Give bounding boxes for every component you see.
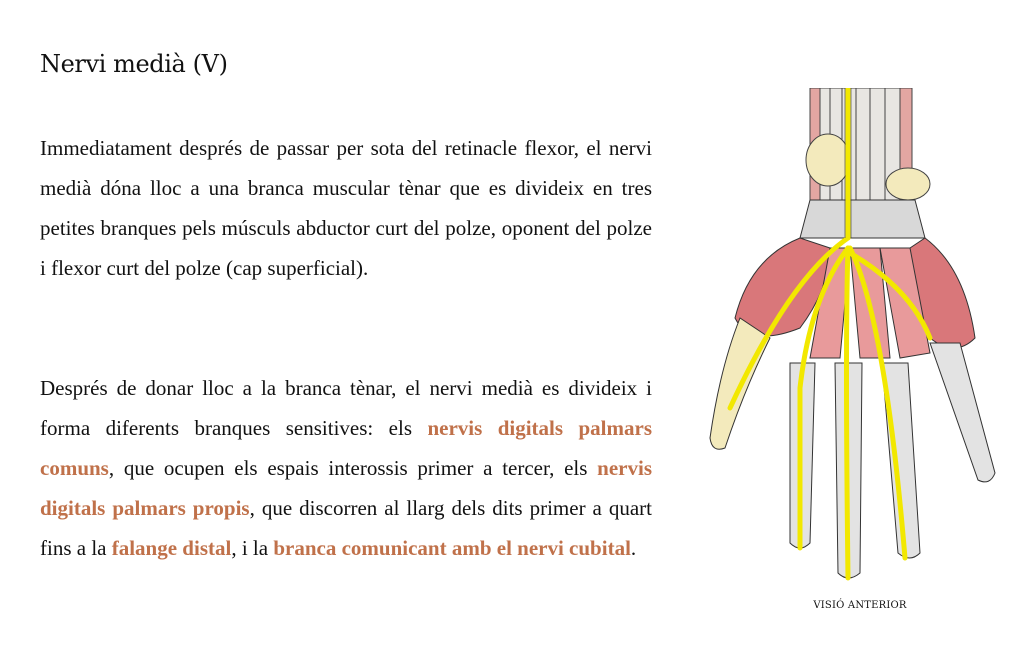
text-segment: , que discorren al llarg dels dits primer a quart fins a la — [40, 496, 652, 560]
text-segment: , i la — [231, 536, 274, 560]
text-segment: . — [630, 536, 637, 560]
term-proper-palmar-digital-nerves[interactable]: nervis digitals palmars propis — [40, 456, 652, 520]
fingers — [790, 343, 995, 578]
text-segment: , que ocupen els espais interossis primer a tercer, els — [108, 456, 598, 480]
figure-caption: VISIÓ ANTERIOR — [813, 600, 907, 611]
flexor-retinaculum — [800, 200, 925, 238]
page-title: Nervi medià (V) — [40, 50, 228, 78]
hand-anatomy-illustration — [690, 88, 1020, 588]
paragraph-sensory-branches — [40, 368, 652, 568]
term-common-palmar-digital-nerves[interactable]: nervis digitals palmars comuns — [40, 416, 652, 480]
term-distal-phalanx[interactable]: falange distal — [111, 536, 232, 560]
paragraph-thenar-branch: Immediatament després de passar per sota del retinacle flexor, el nervi medià dóna lloc a una branca muscular tènar que es divideix en tres petites branques pels músculs abductor curt del polze, oponent del polze i flexor curt del polze (cap superficial). — [40, 136, 652, 280]
text-segment: Després de donar lloc a la branca tènar, el nervi medià es divideix i forma diferents branques sensitives: els — [40, 376, 652, 440]
term-communicating-branch-ulnar-nerve[interactable]: branca comunicant amb el nervi cubital — [273, 536, 631, 560]
